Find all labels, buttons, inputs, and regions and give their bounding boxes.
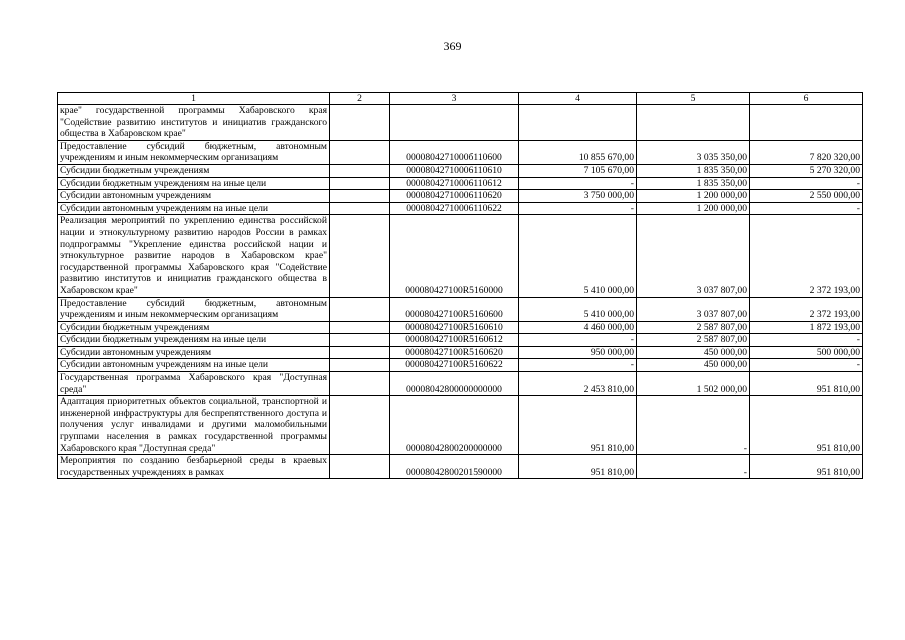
- table-row: [58, 105, 863, 141]
- row-value-6: 1 872 193,00: [750, 321, 863, 334]
- row-value-6: 5 270 320,00: [750, 164, 863, 177]
- row-name: Субсидии автономным учреждениям на иные цели: [58, 202, 330, 215]
- column-header-6: 6: [750, 93, 863, 105]
- row-name: крае" государственной программы Хабаровского края "Содействие развитию институтов и инициатив гражданского общества в Хабаровском крае": [58, 105, 330, 141]
- row-value-5: 1 835 350,00: [637, 177, 750, 190]
- column-header-1: 1: [58, 93, 330, 105]
- row-value-5: [637, 105, 750, 141]
- row-value-4: 5 410 000,00: [519, 215, 637, 297]
- row-col2: [330, 140, 390, 164]
- row-name: Реализация мероприятий по укреплению единства российской нации и этнокультурному развитию народов России в рамках подпрограммы "Укрепление единства российской нации и этнокультурное развитие народов в Хабаровском крае" государственной программы Хабаровского края "Содействие развитию институтов и инициатив гражданского общества в Хабаровском крае": [58, 215, 330, 297]
- table-row: [58, 164, 863, 177]
- row-col2: [330, 321, 390, 334]
- row-value-5: 3 037 807,00: [637, 215, 750, 297]
- column-header-3: 3: [390, 93, 519, 105]
- row-value-4: 5 410 000,00: [519, 297, 637, 321]
- row-value-6: 7 820 320,00: [750, 140, 863, 164]
- row-value-5: -: [637, 455, 750, 479]
- column-header-5: 5: [637, 93, 750, 105]
- row-value-4: -: [519, 359, 637, 372]
- row-col2: [330, 202, 390, 215]
- row-name: Адаптация приоритетных объектов социальной, транспортной и инженерной инфраструктуры для беспрепятственного доступа и получения услуг инвалидами и другими маломобильными группами населения в рамках государственной программы Хабаровского края "Доступная среда": [58, 396, 330, 455]
- row-value-4: 3 750 000,00: [519, 190, 637, 203]
- row-col2: [330, 215, 390, 297]
- row-name: Предоставление субсидий бюджетным, автономным учреждениям и иным некоммерческим организациям: [58, 297, 330, 321]
- column-header-4: 4: [519, 93, 637, 105]
- row-col2: [330, 346, 390, 359]
- table-row: [58, 334, 863, 347]
- row-col2: [330, 105, 390, 141]
- page-number: 369: [443, 39, 462, 53]
- row-value-4: 950 000,00: [519, 346, 637, 359]
- row-col2: [330, 334, 390, 347]
- row-value-4: [519, 105, 637, 141]
- row-code: [390, 105, 519, 141]
- row-value-5: 450 000,00: [637, 346, 750, 359]
- row-value-6: 951 810,00: [750, 455, 863, 479]
- row-value-5: 3 035 350,00: [637, 140, 750, 164]
- table-row: [58, 346, 863, 359]
- row-name: Субсидии бюджетным учреждениям на иные цели: [58, 177, 330, 190]
- row-col2: [330, 164, 390, 177]
- row-value-4: -: [519, 177, 637, 190]
- row-value-6: 500 000,00: [750, 346, 863, 359]
- row-code: 000080427100R5160600: [390, 297, 519, 321]
- row-code: 000080427100R5160612: [390, 334, 519, 347]
- row-col2: [330, 190, 390, 203]
- row-value-6: 951 810,00: [750, 372, 863, 396]
- row-name: Субсидии автономным учреждениям: [58, 190, 330, 203]
- row-value-6: 951 810,00: [750, 396, 863, 455]
- row-col2: [330, 297, 390, 321]
- row-value-4: 951 810,00: [519, 396, 637, 455]
- row-name: Мероприятия по созданию безбарьерной среды в краевых государственных учреждениях в рамках: [58, 455, 330, 479]
- row-value-5: 2 587 807,00: [637, 334, 750, 347]
- table-row: [58, 321, 863, 334]
- row-col2: [330, 177, 390, 190]
- column-number-row: [58, 93, 863, 105]
- row-value-6: 2 372 193,00: [750, 215, 863, 297]
- row-code: 000080427100R5160000: [390, 215, 519, 297]
- row-code: 000080427100R5160610: [390, 321, 519, 334]
- row-value-4: -: [519, 334, 637, 347]
- row-code: 00008042800201590000: [390, 455, 519, 479]
- row-code: 00008042800000000000: [390, 372, 519, 396]
- row-code: 00008042710006110620: [390, 190, 519, 203]
- row-value-6: -: [750, 359, 863, 372]
- row-code: 00008042710006110612: [390, 177, 519, 190]
- row-name: Субсидии автономным учреждениям на иные цели: [58, 359, 330, 372]
- row-code: 000080427100R5160622: [390, 359, 519, 372]
- row-name: Субсидии бюджетным учреждениям: [58, 164, 330, 177]
- row-col2: [330, 455, 390, 479]
- row-code: 000080427100R5160620: [390, 346, 519, 359]
- table-row: [58, 202, 863, 215]
- table-row: [58, 140, 863, 164]
- table-row: [58, 359, 863, 372]
- table-row: [58, 372, 863, 396]
- table-row: [58, 455, 863, 479]
- row-col2: [330, 372, 390, 396]
- row-value-6: 2 550 000,00: [750, 190, 863, 203]
- row-value-5: 3 037 807,00: [637, 297, 750, 321]
- row-value-6: 2 372 193,00: [750, 297, 863, 321]
- row-value-4: 7 105 670,00: [519, 164, 637, 177]
- table-row: [58, 297, 863, 321]
- table-row: [58, 396, 863, 455]
- row-value-6: -: [750, 177, 863, 190]
- row-col2: [330, 396, 390, 455]
- row-name: Государственная программа Хабаровского края "Доступная среда": [58, 372, 330, 396]
- row-value-5: -: [637, 396, 750, 455]
- row-value-4: 951 810,00: [519, 455, 637, 479]
- row-name: Предоставление субсидий бюджетным, автономным учреждениям и иным некоммерческим организациям: [58, 140, 330, 164]
- row-value-5: 1 200 000,00: [637, 202, 750, 215]
- budget-table: [57, 92, 863, 479]
- row-code: 00008042800200000000: [390, 396, 519, 455]
- table-row: [58, 177, 863, 190]
- column-header-2: 2: [330, 93, 390, 105]
- row-value-4: 4 460 000,00: [519, 321, 637, 334]
- row-value-4: 2 453 810,00: [519, 372, 637, 396]
- row-value-4: -: [519, 202, 637, 215]
- row-code: 00008042710006110610: [390, 164, 519, 177]
- row-code: 00008042710006110622: [390, 202, 519, 215]
- row-value-5: 1 200 000,00: [637, 190, 750, 203]
- row-value-5: 1 502 000,00: [637, 372, 750, 396]
- row-name: Субсидии бюджетным учреждениям на иные цели: [58, 334, 330, 347]
- row-value-5: 450 000,00: [637, 359, 750, 372]
- row-col2: [330, 359, 390, 372]
- row-name: Субсидии автономным учреждениям: [58, 346, 330, 359]
- row-value-5: 2 587 807,00: [637, 321, 750, 334]
- row-value-6: -: [750, 202, 863, 215]
- row-value-5: 1 835 350,00: [637, 164, 750, 177]
- table-row: [58, 215, 863, 297]
- row-name: Субсидии бюджетным учреждениям: [58, 321, 330, 334]
- row-value-6: -: [750, 334, 863, 347]
- row-value-6: [750, 105, 863, 141]
- table-row: [58, 190, 863, 203]
- row-code: 0000804271000б110600: [390, 140, 519, 164]
- row-value-4: 10 855 670,00: [519, 140, 637, 164]
